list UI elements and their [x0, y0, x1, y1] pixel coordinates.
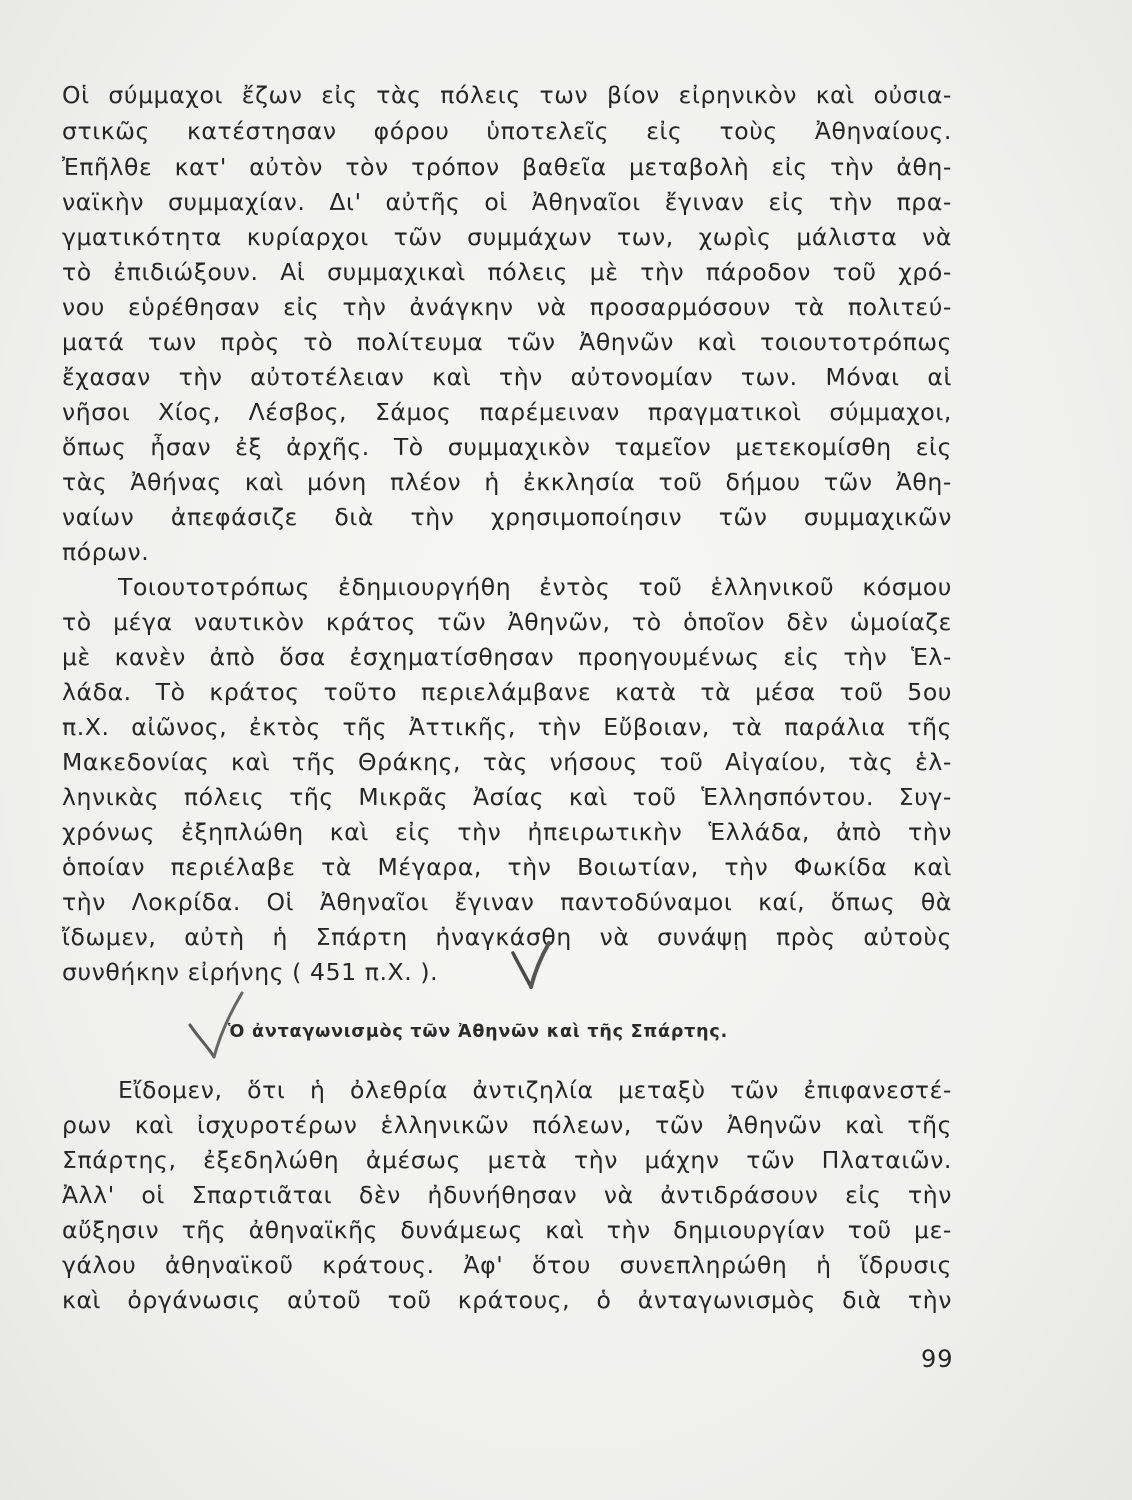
text-line: αὔξησιν τῆς ἀθηναϊκῆς δυνάμεως καὶ τὴν δημιουργίαν τοῦ με- — [62, 1216, 952, 1244]
text-line: ναϊκὴν συμμαχίαν. Δι' αὐτῆς οἱ Ἀθηναῖοι ἔγιναν εἰς τὴν πρα- — [62, 188, 952, 216]
text-line: ὅπως ἦσαν ἐξ ἀρχῆς. Τὸ συμμαχικὸν ταμεῖον μετεκομίσθη εἰς — [62, 433, 952, 461]
text-line: νῆσοι Χίος, Λέσβος, Σάμος παρέμειναν πραγματικοὶ σύμμαχοι, — [62, 398, 952, 426]
text-line: ρων καὶ ἰσχυροτέρων ἑλληνικῶν πόλεων, τῶν Ἀθηνῶν καὶ τῆς — [62, 1111, 952, 1139]
pencil-check-mark-icon — [505, 935, 565, 1005]
text-line: ληνικὰς πόλεις τῆς Μικρᾶς Ἀσίας καὶ τοῦ Ἑλλησπόντου. Συγ- — [62, 783, 952, 811]
text-line: λάδα. Τὸ κράτος τοῦτο περιελάμβανε κατὰ τὰ μέσα τοῦ 5ου — [62, 678, 952, 706]
text-line: Οἱ σύμμαχοι ἔζων εἰς τὰς πόλεις των βίον εἰρηνικὸν καὶ οὐσια- — [62, 81, 952, 109]
text-line: γάλου ἀθηναϊκοῦ κράτους. Ἀφ' ὅτου συνεπληρώθη ἡ ἵδρυσις — [62, 1251, 952, 1279]
text-line: ματά των πρὸς τὸ πολίτευμα τῶν Ἀθηνῶν καὶ τοιουτοτρόπως — [62, 328, 952, 356]
text-line: Ἀλλ' οἱ Σπαρτιᾶται δὲν ἠδυνήθησαν νὰ ἀντιδράσουν εἰς τὴν — [62, 1181, 952, 1209]
text-line: Ἐπῆλθε κατ' αὐτὸν τὸν τρόπον βαθεῖα μεταβολὴ εἰς τὴν ἀθη- — [62, 153, 952, 181]
text-line: τὴν Λοκρίδα. Οἱ Ἀθηναῖοι ἔγιναν παντοδύναμοι καί, ὅπως θὰ — [62, 888, 952, 916]
text-line: ἔχασαν τὴν αὐτοτέλειαν καὶ τὴν αὐτονομίαν των. Μόναι αἱ — [62, 363, 952, 391]
text-line: Μακεδονίας καὶ τῆς Θράκης, τὰς νήσους τοῦ Αἰγαίου, τὰς ἑλ- — [62, 748, 952, 776]
text-line: μὲ κανὲν ἀπὸ ὅσα ἐσχηματίσθησαν προηγουμένως εἰς τὴν Ἑλ- — [62, 643, 952, 671]
text-line: συνθήκην εἰρήνης ( 451 π.Χ. ). — [62, 958, 439, 986]
text-line: γματικότητα κυρίαρχοι τῶν συμμάχων των, χωρὶς μάλιστα νὰ — [62, 223, 952, 251]
text-line: τὸ ἐπιδιώξουν. Αἱ συμμαχικαὶ πόλεις μὲ τὴν πάροδον τοῦ χρό- — [62, 258, 952, 286]
text-line: Σπάρτης, ἐξεδηλώθη ἀμέσως μετὰ τὴν μάχην τῶν Πλαταιῶν. — [62, 1146, 952, 1174]
text-line: χρόνως ἐξηπλώθη καὶ εἰς τὴν ἠπειρωτικὴν Ἑλλάδα, ἀπὸ τὴν — [62, 818, 952, 846]
text-line: ἴδωμεν, αὐτὴ ἡ Σπάρτη ἠναγκάσθη νὰ συνάψῃ πρὸς αὐτοὺς — [62, 923, 952, 951]
text-line: καὶ ὀργάνωσις αὐτοῦ τοῦ κράτους, ὁ ἀνταγωνισμὸς διὰ τὴν — [62, 1286, 952, 1314]
text-line: πόρων. — [62, 538, 150, 566]
text-line: Εἴδομεν, ὅτι ἡ ὀλεθρία ἀντιζηλία μεταξὺ τῶν ἐπιφανεστέ- — [118, 1076, 952, 1104]
text-line: Τοιουτοτρόπως ἐδημιουργήθη ἐντὸς τοῦ ἑλληνικοῦ κόσμου — [118, 573, 952, 601]
page-number: 99 — [921, 1345, 954, 1373]
section-heading: Ὁ ἀνταγωνισμὸς τῶν Ἀθηνῶν καὶ τῆς Σπάρτης. — [228, 1022, 729, 1042]
text-line: π.Χ. αἰῶνος, ἐκτὸς τῆς Ἀττικῆς, τὴν Εὔβοιαν, τὰ παράλια τῆς — [62, 713, 952, 741]
text-line: τὰς Ἀθήνας καὶ μόνη πλέον ἡ ἐκκλησία τοῦ δήμου τῶν Ἀθη- — [62, 468, 952, 496]
text-line: τὸ μέγα ναυτικὸν κράτος τῶν Ἀθηνῶν, τὸ ὁποῖον δὲν ὡμοίαζε — [62, 608, 952, 636]
text-line: ναίων ἀπεφάσιζε διὰ τὴν χρησιμοποίησιν τῶν συμμαχικῶν — [62, 503, 952, 531]
text-line: ὁποίαν περιέλαβε τὰ Μέγαρα, τὴν Βοιωτίαν, τὴν Φωκίδα καὶ — [62, 853, 952, 881]
text-line: στικῶς κατέστησαν φόρου ὑποτελεῖς εἰς τοὺς Ἀθηναίους. — [62, 117, 952, 145]
text-line: νου εὑρέθησαν εἰς τὴν ἀνάγκην νὰ προσαρμόσουν τὰ πολιτεύ- — [62, 293, 952, 321]
